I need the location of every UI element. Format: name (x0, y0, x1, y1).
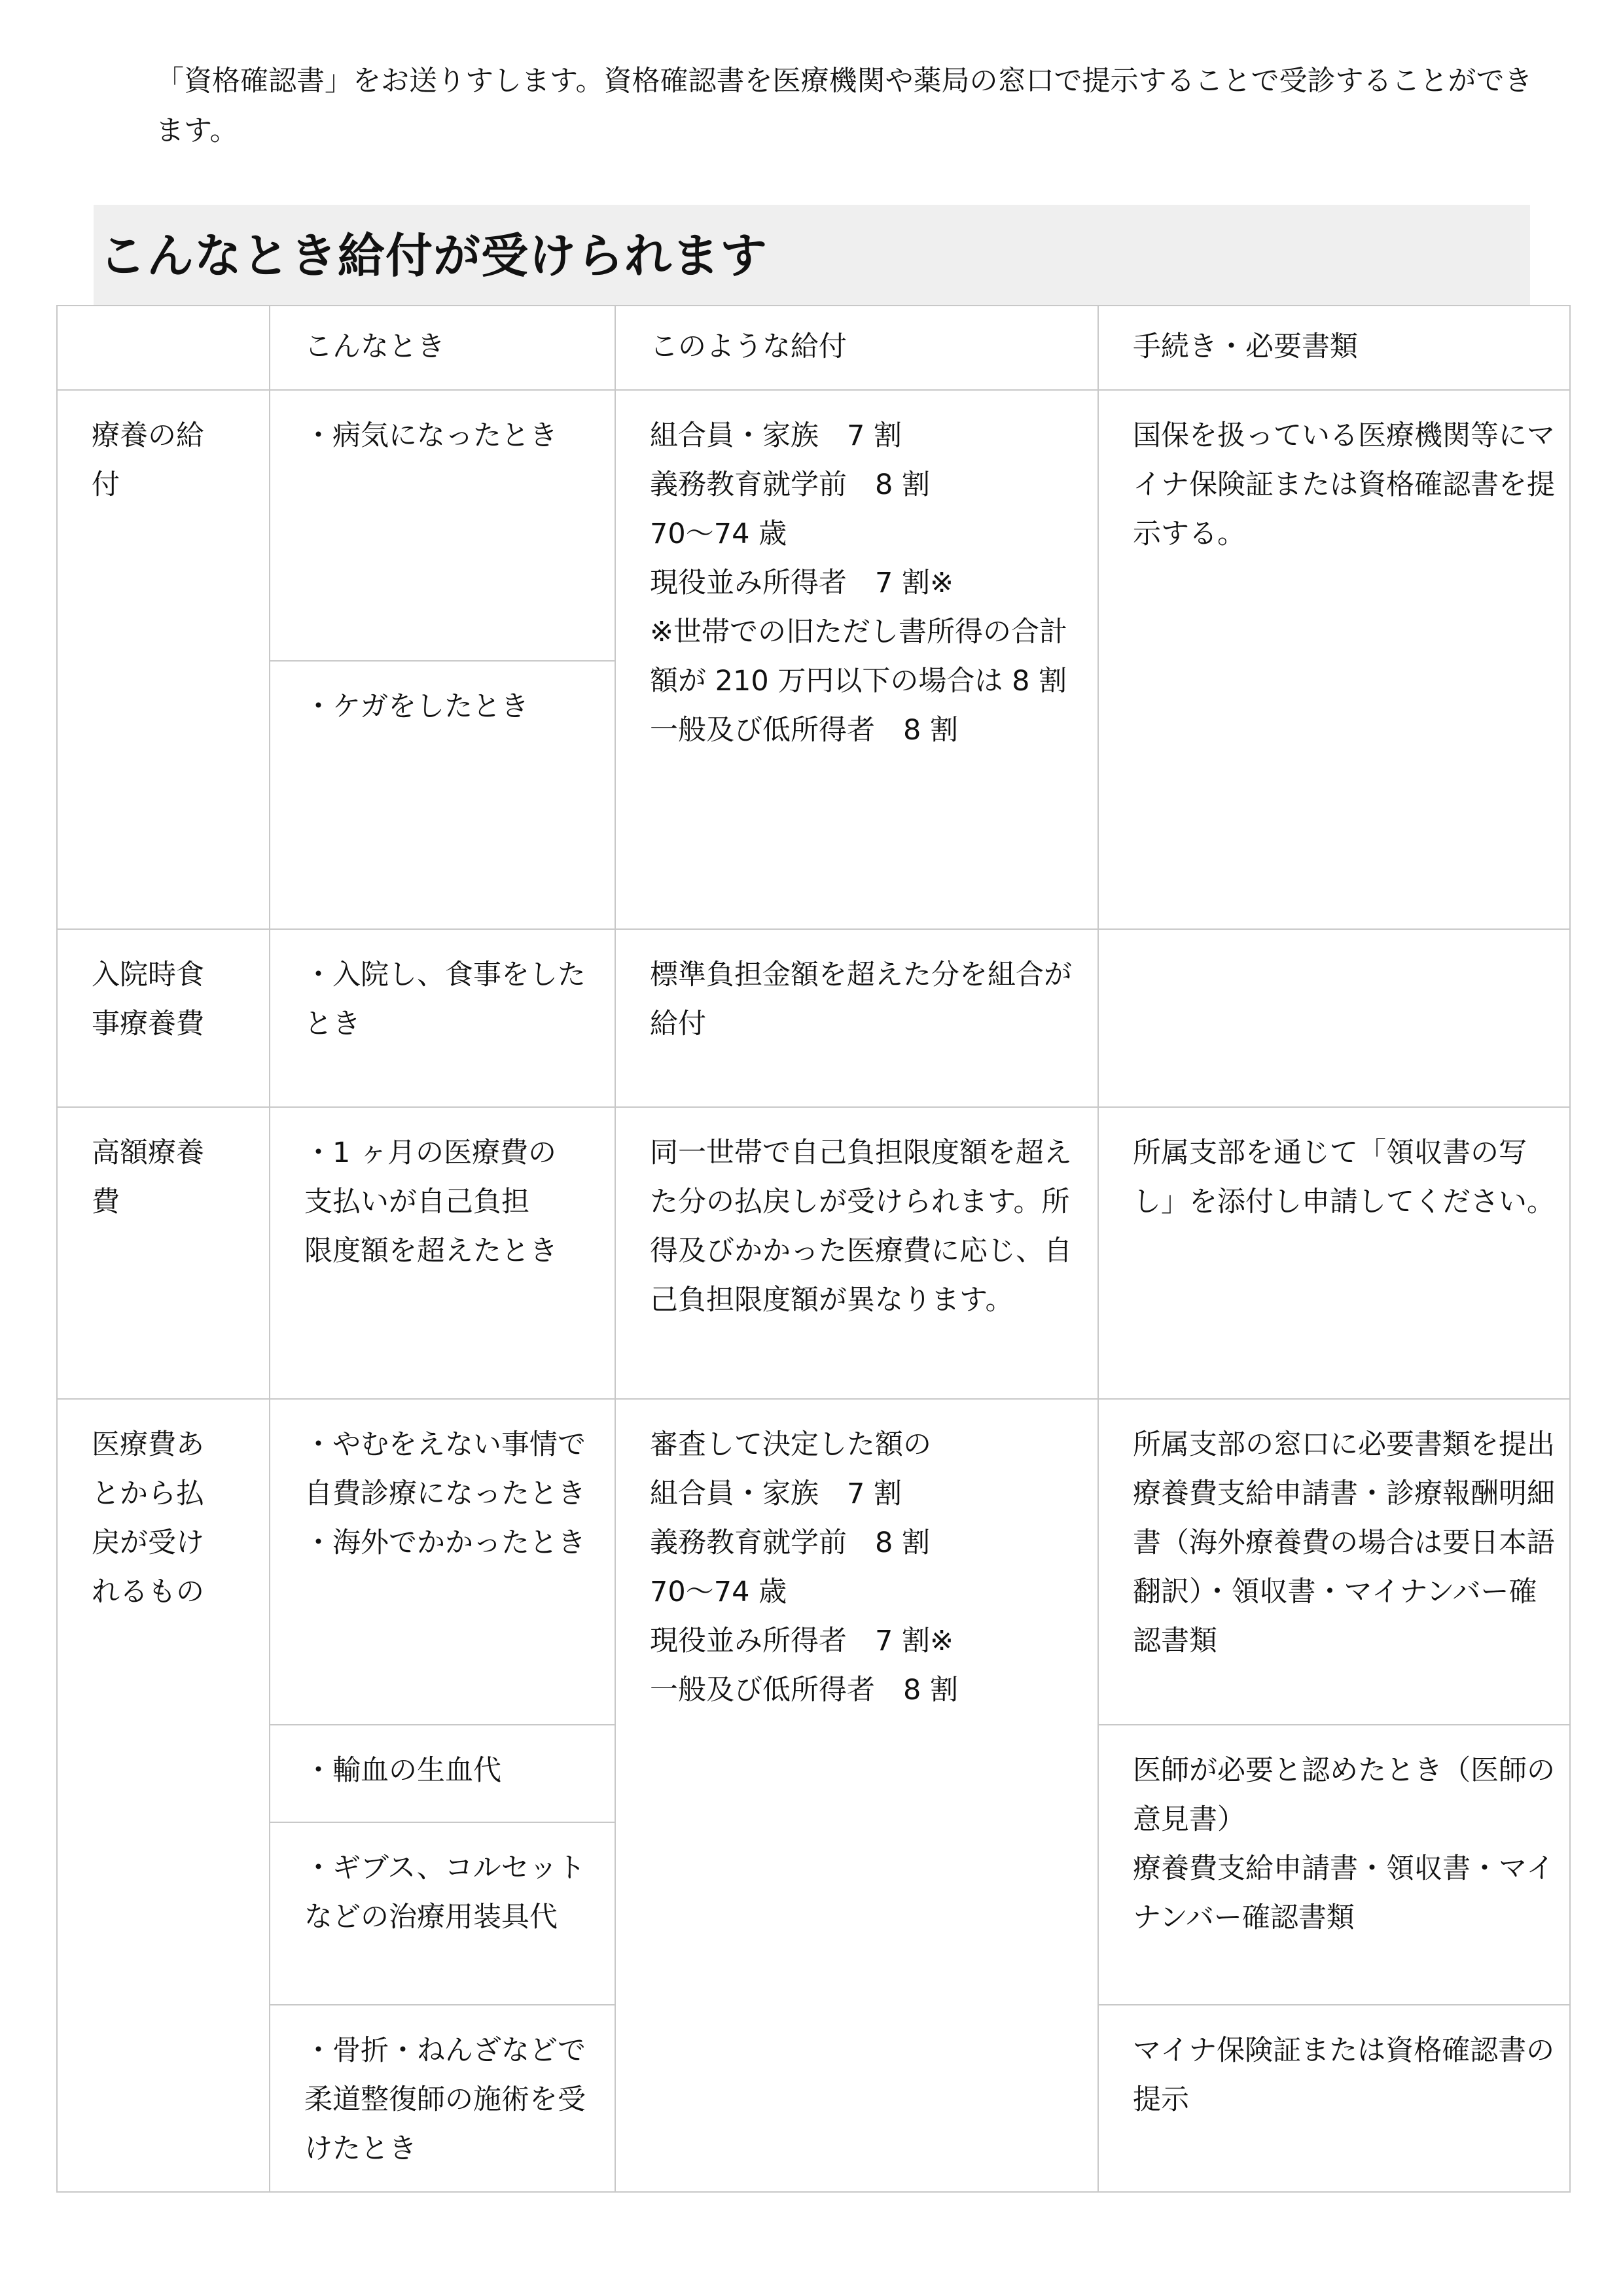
when-cell-unavoidable: ・やむをえない事情で自費診療になったとき ・海外でかかったとき (270, 1399, 615, 1725)
intro-text: 「資格確認書」をお送りすします。資格確認書を医療機関や薬局の窓口で提示することで受診することができます。 (156, 65, 1533, 147)
procedure-cell-ryoyo: 国保を扱っている医療機関等にマイナ保険証または資格確認書を提示する。 (1098, 390, 1570, 929)
when-cell-sick: ・病気になったとき (270, 390, 615, 661)
header-cell-benefit: このような給付 (615, 306, 1098, 390)
when-cell-high: ・1 ヶ月の医療費の 支払いが自己負担 限度額を超えたとき (270, 1107, 615, 1399)
procedure-cell-high: 所属支部を通じて「領収書の写し」を添付し申請してください。 (1098, 1107, 1570, 1399)
benefit-cell-later: 審査して決定した額の 組合員・家族 7 割 義務教育就学前 8 割 70～74 歳 現役並み所得者 7 割※ 一般及び低所得者 8 割 (615, 1399, 1098, 2192)
header-cell-category (57, 306, 270, 390)
benefit-cell-ryoyo: 組合員・家族 7 割 義務教育就学前 8 割 70～74 歳 現役並み所得者 7 割※ ※世帯での旧ただし書所得の合計額が 210 万円以下の場合は 8 割 一般及び低所得者 8 割 (615, 390, 1098, 929)
when-cell-cast: ・ギブス、コルセットなどの治療用装具代 (270, 1822, 615, 2005)
benefits-table (56, 305, 1571, 2193)
procedure-cell-meal (1098, 929, 1570, 1107)
table-row (57, 1107, 1570, 1399)
when-cell-meal: ・入院し、食事をしたとき (270, 929, 615, 1107)
table-header-row (57, 306, 1570, 390)
table-row (57, 1399, 1570, 1725)
table-row (57, 390, 1570, 661)
header-cell-when: こんなとき (270, 306, 615, 390)
category-cell-later: 医療費あ とから払 戻が受け れるもの (57, 1399, 270, 2192)
benefit-cell-meal: 標準負担金額を超えた分を組合が給付 (615, 929, 1098, 1107)
table-row (57, 929, 1570, 1107)
header-cell-procedure: 手続き・必要書類 (1098, 306, 1570, 390)
section-header (94, 205, 1530, 305)
when-cell-judo: ・骨折・ねんざなどで柔道整復師の施術を受けたとき (270, 2005, 615, 2192)
when-cell-injury: ・ケガをしたとき (270, 661, 615, 929)
procedure-cell-doctor: 医師が必要と認めたとき（医師の意見書） 療養費支給申請書・領収書・マイナンバー確認書類 (1098, 1725, 1570, 2005)
benefit-cell-high: 同一世帯で自己負担限度額を超えた分の払戻しが受けられます。所得及びかかった医療費に応じ、自己負担限度額が異なります。 (615, 1107, 1098, 1399)
section-title: こんなとき給付が受けられます (99, 228, 768, 283)
when-cell-blood: ・輸血の生血代 (270, 1725, 615, 1822)
procedure-cell-judo: マイナ保険証または資格確認書の提示 (1098, 2005, 1570, 2192)
category-cell-meal: 入院時食 事療養費 (57, 929, 270, 1107)
category-cell-ryoyo: 療養の給 付 (57, 390, 270, 929)
procedure-cell-unavoidable: 所属支部の窓口に必要書類を提出 療養費支給申請書・診療報酬明細書（海外療養費の場合は要日本語翻訳）・領収書・マイナンバー確認書類 (1098, 1399, 1570, 1725)
category-cell-high: 高額療養 費 (57, 1107, 270, 1399)
